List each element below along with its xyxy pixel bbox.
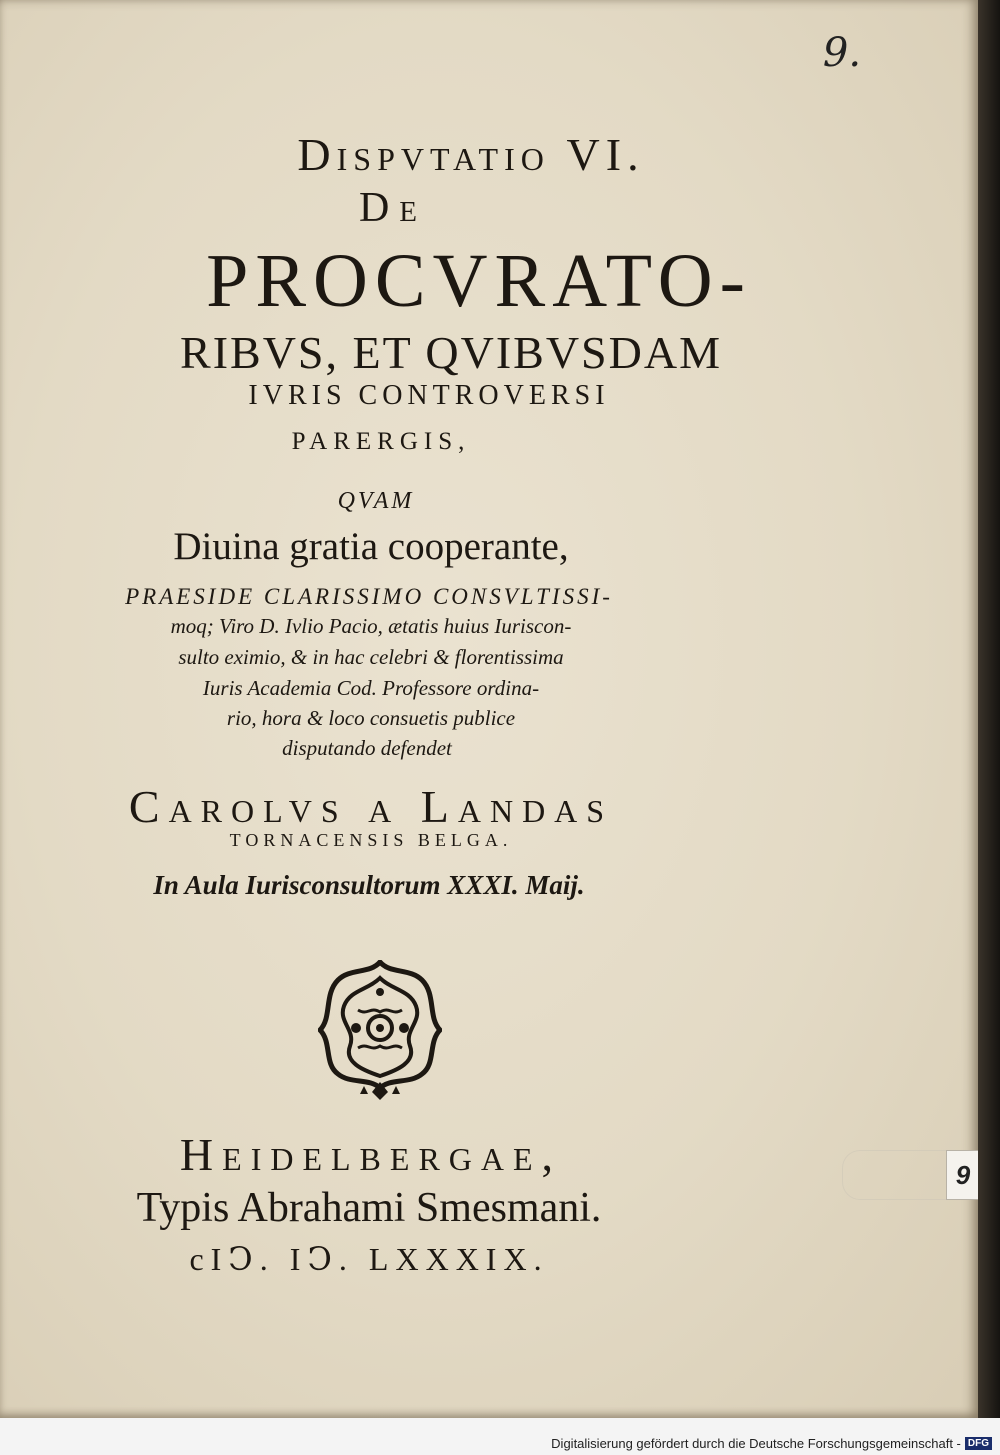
title-disputatio: Dispvtatio VI. bbox=[297, 129, 645, 180]
author-origin: TORNACENSIS BELGA. bbox=[229, 830, 513, 850]
quam-text: QVAM bbox=[337, 488, 415, 514]
body-line-5: rio, hora & loco consuetis publice bbox=[226, 706, 516, 730]
dfg-logo: DFG bbox=[965, 1437, 992, 1450]
title-ribus: RIBVS, ET QVIBVSDAM bbox=[180, 327, 722, 378]
author-name: Carolvs a Landas bbox=[128, 781, 614, 832]
footer-text: Digitalisierung gefördert durch die Deutsche Forschungsgemeinschaft - bbox=[551, 1436, 961, 1451]
imprint-year: cIↃ. IↃ. LXXXIX. bbox=[189, 1241, 549, 1277]
title-de: De bbox=[358, 185, 428, 231]
fleuron-ornament-icon bbox=[318, 960, 442, 1100]
handwritten-page-number: 9. bbox=[822, 30, 862, 76]
footer-credit bbox=[551, 1436, 992, 1451]
diuina-text: Diuina gratia cooperante, bbox=[173, 525, 569, 568]
disputation-venue: In Aula Iurisconsultorum XXXI. Maij. bbox=[153, 870, 585, 900]
body-line-4: Iuris Academia Cod. Professore ordina- bbox=[202, 676, 540, 700]
footer-bar bbox=[0, 1418, 1000, 1455]
imprint-printer: Typis Abrahami Smesmani. bbox=[136, 1185, 602, 1231]
title-iuris: IVRIS CONTROVERSI bbox=[248, 380, 610, 411]
body-line-3: sulto eximio, & in hac celebri & florentissima bbox=[178, 645, 564, 669]
imprint-city: Heidelbergae, bbox=[179, 1129, 563, 1180]
title-parergis: PARERGIS, bbox=[291, 428, 471, 455]
praeside-text: PRAESIDE CLARISSIMO CONSVLTISSI- bbox=[125, 584, 613, 609]
book-edge bbox=[978, 0, 1000, 1418]
body-line-6: disputando defendet bbox=[282, 736, 452, 760]
title-procurato: PROCVRATO- bbox=[206, 239, 752, 323]
label-bracket bbox=[842, 1150, 947, 1200]
shelf-label: 9 bbox=[946, 1150, 978, 1200]
body-line-2: moq; Viro D. Ivlio Pacio, ætatis huius Iuriscon- bbox=[170, 614, 572, 638]
